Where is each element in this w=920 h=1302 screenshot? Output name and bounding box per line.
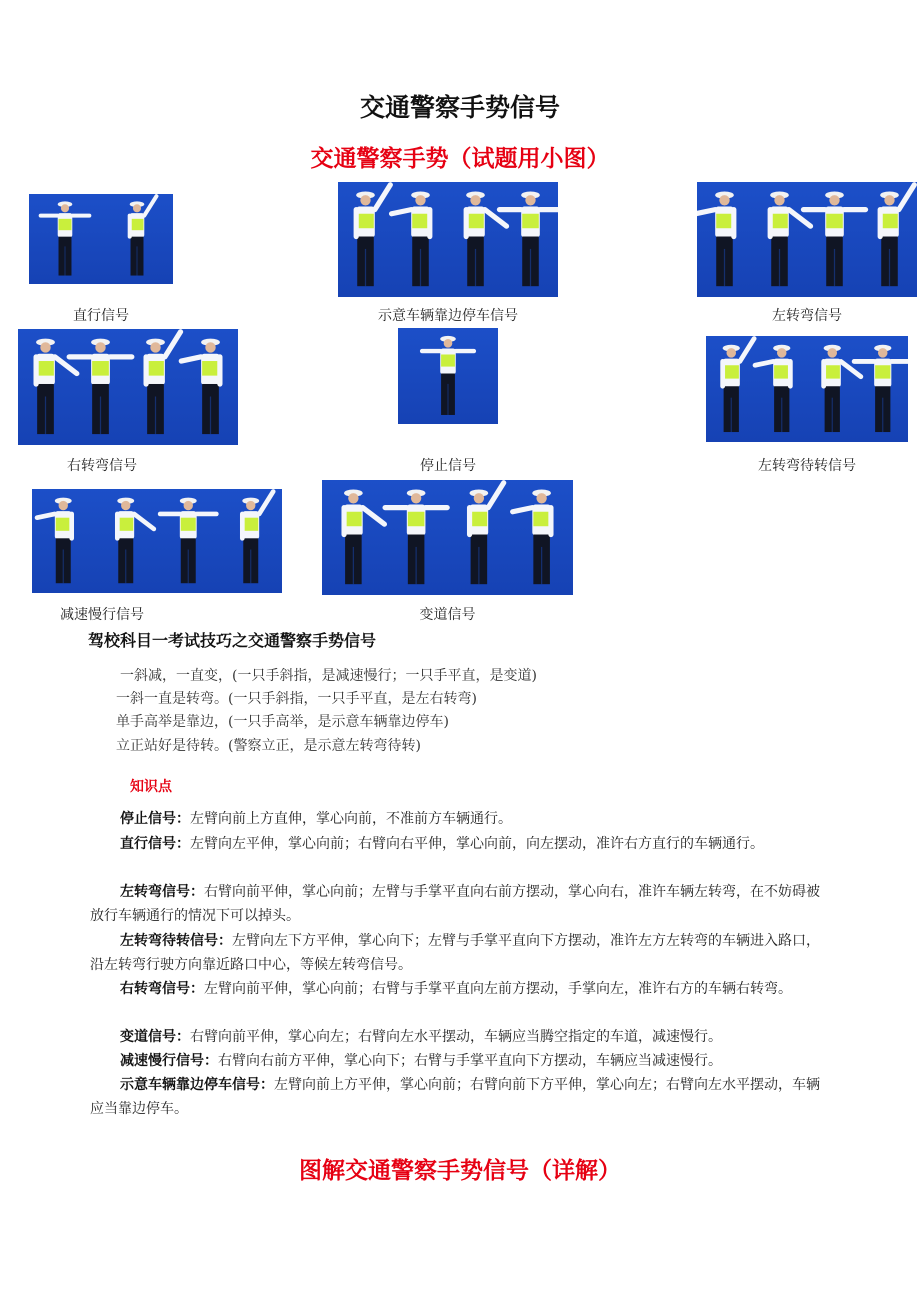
police-officer-figure	[422, 336, 474, 415]
tips-heading: 驾校科目一考试技巧之交通警察手势信号	[88, 631, 377, 650]
pull-over-signal-caption: 示意车辆靠边停车信号	[378, 308, 518, 324]
police-officer-figure	[854, 345, 908, 432]
definition-text: 左臂向左下方平伸，掌心向下；左臂与手掌平直向下方摆动，准许左方左转弯的车辆进入路口，沿左转弯行驶方向靠近路口中心，等候左转弯信号。	[90, 933, 820, 973]
change-lane-signal-caption: 变道信号	[419, 607, 476, 623]
photo-figures	[18, 329, 238, 445]
definition-term: 左转弯信号：	[120, 884, 204, 900]
police-officer-figure	[37, 498, 72, 584]
section-subtitle: 交通警察手势（试题用小图）	[310, 146, 610, 172]
knowledge-heading: 知识点	[130, 779, 172, 795]
tip-line: 一斜一直是转弯。(一只手斜指，一只手平直，是左右转弯)	[116, 691, 477, 707]
definition-pull-over	[90, 1073, 820, 1121]
police-officer-figure	[723, 339, 754, 432]
police-officer-figure	[466, 191, 506, 286]
pull-over-signal-photo	[338, 182, 558, 297]
tip-line: 立正站好是待转。(警察立正，是示意左转弯待转)	[116, 738, 421, 754]
definition-text: 左臂向前上方直伸，掌心向前，不准前方车辆通行。	[190, 811, 512, 827]
left-turn-signal-photo	[697, 182, 917, 297]
photo-figures	[706, 336, 908, 442]
left-turn-wait-signal-photo	[706, 336, 908, 442]
police-officer-figure	[513, 489, 551, 584]
straight-signal-photo	[29, 194, 173, 284]
definition-text: 右臂向右前方平伸，掌心向下；右臂与手掌平直向下方摆动，车辆应当减速慢行。	[218, 1053, 722, 1069]
police-officer-figure	[181, 339, 220, 435]
stop-signal-caption: 停止信号	[420, 458, 476, 474]
police-officer-figure	[803, 191, 865, 286]
police-officer-figure	[69, 339, 132, 435]
definition-term: 示意车辆靠边停车信号：	[120, 1077, 274, 1093]
photo-figures	[29, 194, 173, 284]
definition-text: 右臂向前平伸，掌心向前；左臂与手掌平直向右前方摆动，掌心向右，准许车辆左转弯，在不妨碍被放行车辆通行的情况下可以掉头。	[90, 884, 820, 924]
definition-term: 变道信号：	[120, 1029, 190, 1045]
photo-figures	[322, 480, 573, 595]
change-lane-signal-photo	[322, 480, 573, 595]
right-turn-signal-caption: 右转弯信号	[67, 458, 137, 474]
police-officer-figure	[470, 483, 504, 584]
definition-left-turn-wait	[90, 929, 820, 977]
police-officer-figure	[824, 345, 861, 432]
police-officer-figure	[146, 332, 180, 434]
police-officer-figure	[36, 339, 77, 435]
police-officer-figure	[41, 201, 90, 275]
definition-left-turn	[90, 880, 820, 928]
police-officer-figure	[499, 191, 558, 286]
police-officer-figure	[392, 191, 430, 286]
definition-term: 右转弯信号：	[120, 981, 204, 997]
left-turn-wait-signal-caption: 左转弯待转信号	[758, 458, 856, 474]
slow-down-signal-photo	[32, 489, 282, 593]
definition-text: 左臂向左平伸，掌心向前；右臂向右平伸，掌心向前，向左摆动，准许右方直行的车辆通行。	[190, 836, 764, 852]
straight-signal-caption: 直行信号	[73, 308, 129, 324]
right-turn-signal-photo	[18, 329, 238, 445]
photo-figures	[32, 489, 282, 593]
police-officer-figure	[242, 491, 273, 583]
definition-term: 直行信号：	[120, 836, 190, 852]
tip-line: 单手高举是靠边，(一只手高举，是示意车辆靠边停车)	[116, 714, 449, 730]
police-officer-figure	[385, 489, 447, 584]
police-officer-figure	[344, 489, 384, 584]
definition-text: 左臂向前平伸，掌心向前；右臂与手掌平直向左前方摆动，手掌向左，准许右方的车辆右转弯。	[204, 981, 792, 997]
police-officer-figure	[356, 185, 390, 286]
photo-figures	[398, 328, 498, 424]
stop-signal-photo	[398, 328, 498, 424]
definition-term: 减速慢行信号：	[120, 1053, 218, 1069]
slow-down-signal-caption: 减速慢行信号	[60, 607, 144, 623]
definition-term: 停止信号：	[120, 811, 190, 827]
tip-line: 一斜减，一直变，(一只手斜指，是减速慢行；一只手平直，是变道)	[120, 668, 537, 684]
police-officer-figure	[160, 498, 216, 584]
page-title: 交通警察手势信号	[359, 93, 560, 122]
definition-term: 左转弯待转信号：	[120, 933, 232, 949]
left-turn-signal-caption: 左转弯信号	[772, 308, 842, 324]
definition-text: 右臂向前平伸，掌心向左；右臂向左水平摆动，车辆应当腾空指定的车道，减速慢行。	[190, 1029, 722, 1045]
definition-slow-down	[90, 1049, 820, 1073]
police-officer-figure	[697, 191, 734, 286]
definition-change-lane	[90, 1025, 820, 1049]
definition-straight	[90, 832, 820, 856]
police-officer-figure	[755, 345, 790, 432]
definition-text: 左臂向前上方平伸，掌心向前；右臂向前下方平伸，掌心向左；右臂向左水平摆动，车辆应当靠边停车。	[90, 1077, 820, 1117]
police-officer-figure	[117, 498, 154, 584]
police-officer-figure	[130, 196, 157, 275]
detail-section-title: 图解交通警察手势信号（详解）	[299, 1158, 621, 1184]
definition-stop	[90, 807, 820, 831]
photo-figures	[697, 182, 917, 297]
police-officer-figure	[770, 191, 810, 286]
photo-figures	[338, 182, 558, 297]
police-officer-figure	[880, 185, 914, 286]
definition-right-turn	[90, 977, 820, 1001]
